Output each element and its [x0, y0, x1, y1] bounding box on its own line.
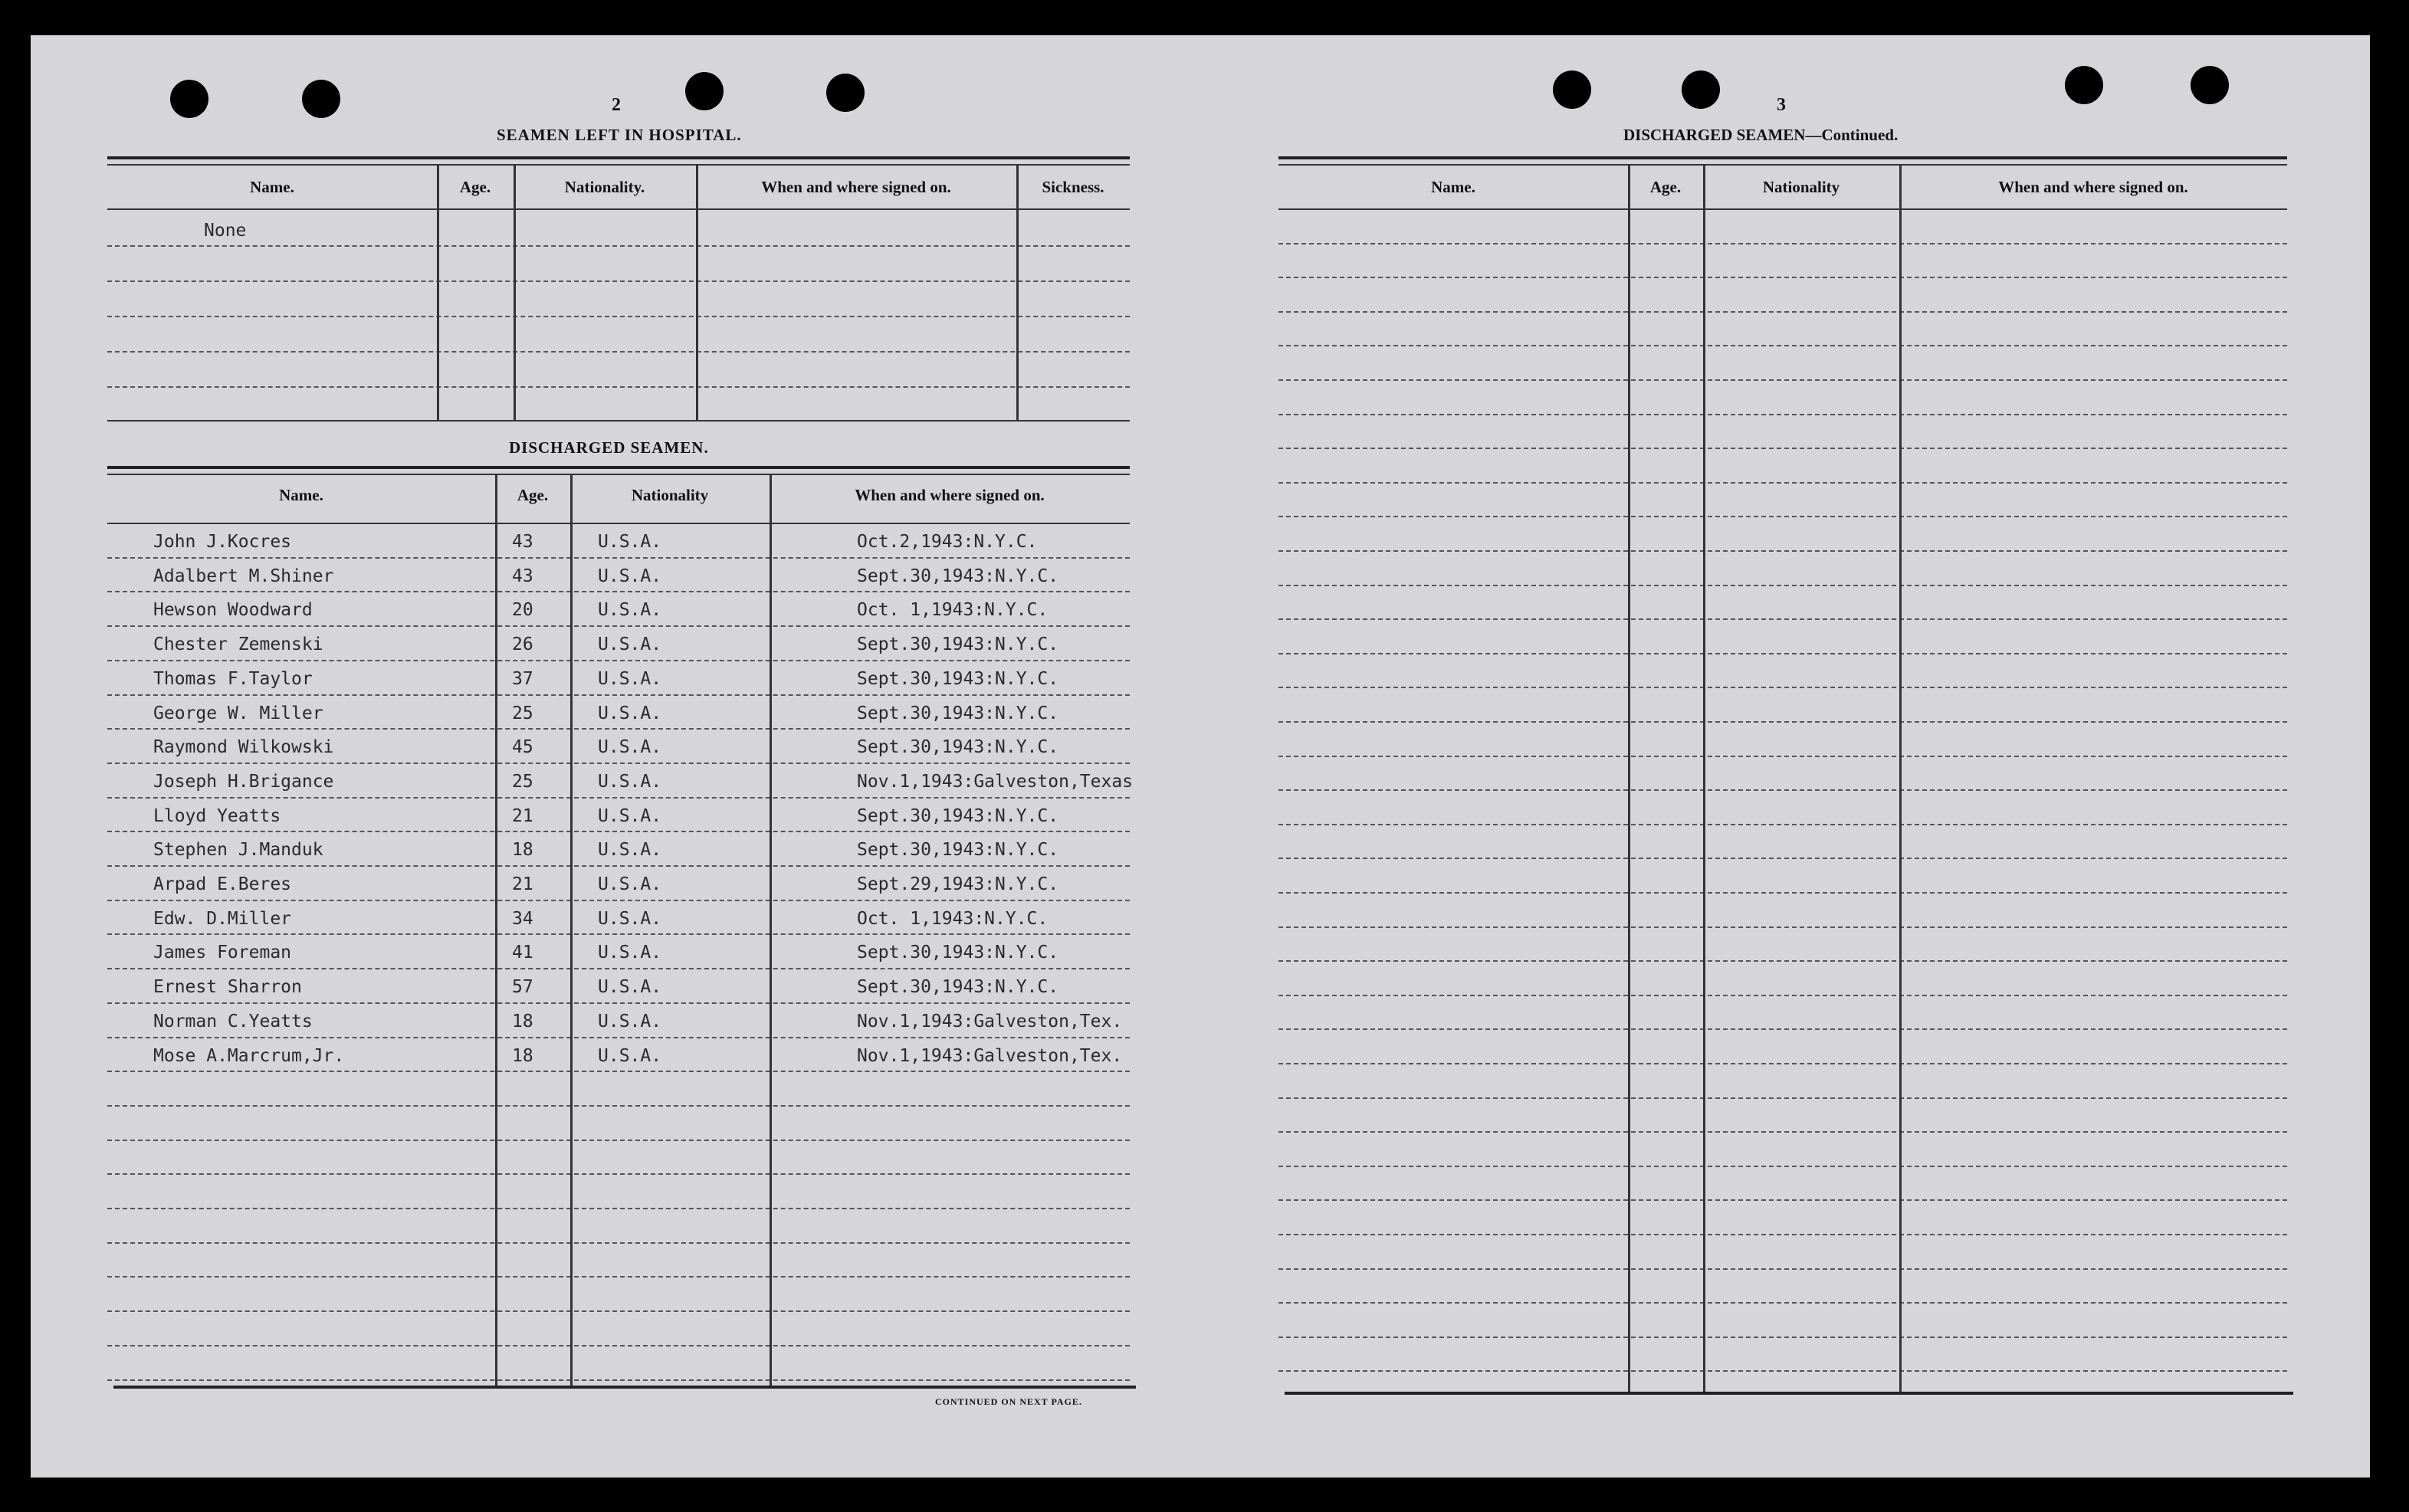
discharged-signed-on-cell: Nov.1,1943:Galveston,Tex.: [857, 1012, 1123, 1032]
discharged-signed-on-cell: Sept.30,1943:N.Y.C.: [857, 943, 1059, 963]
discharged-name-cell: Adalbert M.Shiner: [153, 566, 334, 586]
discharged-signed-on-cell: Sept.29,1943:N.Y.C.: [857, 874, 1059, 894]
discharged-nationality-cell: U.S.A.: [598, 909, 662, 929]
discharged-nationality-cell: U.S.A.: [598, 772, 662, 792]
ledger-sheet: [31, 35, 2370, 1478]
discharged-age-cell: 21: [512, 874, 533, 894]
discharged-nationality-cell: U.S.A.: [598, 1012, 662, 1032]
punch-hole: [826, 74, 865, 112]
discharged-signed-on-cell: Oct. 1,1943:N.Y.C.: [857, 600, 1049, 620]
page-number-right: 3: [1777, 95, 1786, 115]
discharged-name-cell: John J.Kocres: [153, 532, 292, 552]
discharged-name-cell: Norman C.Yeatts: [153, 1012, 313, 1032]
right-col-age: Age.: [1649, 178, 1682, 196]
continued-note: CONTINUED ON NEXT PAGE.: [935, 1396, 1082, 1407]
discharged-col-name: Name.: [279, 486, 323, 504]
right-col-nationality: Nationality: [1762, 178, 1840, 196]
punch-hole: [1553, 71, 1591, 109]
discharged-signed-on-cell: Sept.30,1943:N.Y.C.: [857, 977, 1059, 997]
right-col-name: Name.: [1431, 178, 1475, 196]
discharged-age-cell: 26: [512, 635, 533, 654]
discharged-col-nationality: Nationality: [631, 486, 709, 504]
discharged-name-cell: James Foreman: [153, 943, 292, 963]
punch-hole: [302, 80, 340, 118]
discharged-age-cell: 37: [512, 669, 533, 689]
discharged-signed-on-cell: Sept.30,1943:N.Y.C.: [857, 635, 1059, 654]
discharged-nationality-cell: U.S.A.: [598, 737, 662, 757]
discharged-signed-on-cell: Sept.30,1943:N.Y.C.: [857, 669, 1059, 689]
discharged-signed-on-cell: Nov.1,1943:Galveston,Tex.: [857, 1046, 1123, 1066]
punch-hole: [2065, 66, 2103, 104]
discharged-nationality-cell: U.S.A.: [598, 704, 662, 723]
discharged-age-cell: 20: [512, 600, 533, 620]
discharged-nationality-cell: U.S.A.: [598, 669, 662, 689]
discharged-nationality-cell: U.S.A.: [598, 874, 662, 894]
discharged-name-cell: Mose A.Marcrum,Jr.: [153, 1046, 345, 1066]
discharged-age-cell: 18: [512, 1046, 533, 1066]
discharged-age-cell: 43: [512, 532, 533, 552]
discharged-nationality-cell: U.S.A.: [598, 806, 662, 826]
hospital-entry: None: [204, 221, 247, 241]
discharged-age-cell: 25: [512, 704, 533, 723]
discharged-name-cell: Stephen J.Manduk: [153, 840, 323, 860]
punch-hole: [170, 80, 208, 118]
page-number-left: 2: [612, 95, 621, 115]
discharged-nationality-cell: U.S.A.: [598, 600, 662, 620]
discharged-signed-on-cell: Sept.30,1943:N.Y.C.: [857, 840, 1059, 860]
discharged-signed-on-cell: Sept.30,1943:N.Y.C.: [857, 566, 1059, 586]
discharged-age-cell: 18: [512, 1012, 533, 1032]
discharged-name-cell: George W. Miller: [153, 704, 323, 723]
discharged-age-cell: 41: [512, 943, 533, 963]
hospital-col-sickness: Sickness.: [1042, 178, 1104, 196]
discharged-age-cell: 45: [512, 737, 533, 757]
hospital-section-title: SEAMEN LEFT IN HOSPITAL.: [497, 126, 742, 144]
discharged-age-cell: 25: [512, 772, 533, 792]
discharged-signed-on-cell: Nov.1,1943:Galveston,Texas: [857, 772, 1134, 792]
hospital-col-nationality: Nationality.: [564, 178, 645, 196]
hospital-col-age: Age.: [459, 178, 491, 196]
discharged-age-cell: 34: [512, 909, 533, 929]
discharged-signed-on-cell: Sept.30,1943:N.Y.C.: [857, 704, 1059, 723]
discharged-age-cell: 21: [512, 806, 533, 826]
right-col-signed-on: When and where signed on.: [1998, 178, 2188, 196]
discharged-name-cell: Edw. D.Miller: [153, 909, 292, 929]
discharged-nationality-cell: U.S.A.: [598, 977, 662, 997]
discharged-age-cell: 18: [512, 840, 533, 860]
discharged-signed-on-cell: Oct.2,1943:N.Y.C.: [857, 532, 1038, 552]
hospital-col-name: Name.: [250, 178, 294, 196]
punch-hole: [685, 72, 724, 110]
discharged-name-cell: Arpad E.Beres: [153, 874, 292, 894]
right-section-title: DISCHARGED SEAMEN—Continued.: [1623, 126, 1899, 144]
discharged-nationality-cell: U.S.A.: [598, 532, 662, 552]
discharged-name-cell: Thomas F.Taylor: [153, 669, 313, 689]
discharged-nationality-cell: U.S.A.: [598, 635, 662, 654]
discharged-nationality-cell: U.S.A.: [598, 943, 662, 963]
discharged-name-cell: Joseph H.Brigance: [153, 772, 334, 792]
discharged-nationality-cell: U.S.A.: [598, 1046, 662, 1066]
discharged-name-cell: Hewson Woodward: [153, 600, 313, 620]
discharged-name-cell: Lloyd Yeatts: [153, 806, 281, 826]
discharged-nationality-cell: U.S.A.: [598, 840, 662, 860]
hospital-col-signed-on: When and where signed on.: [761, 178, 951, 196]
discharged-name-cell: Ernest Sharron: [153, 977, 302, 997]
punch-hole: [2191, 66, 2229, 104]
discharged-col-signed-on: When and where signed on.: [855, 486, 1045, 504]
punch-hole: [1682, 71, 1720, 109]
discharged-name-cell: Chester Zemenski: [153, 635, 323, 654]
discharged-signed-on-cell: Oct. 1,1943:N.Y.C.: [857, 909, 1049, 929]
discharged-name-cell: Raymond Wilkowski: [153, 737, 334, 757]
discharged-signed-on-cell: Sept.30,1943:N.Y.C.: [857, 806, 1059, 826]
discharged-signed-on-cell: Sept.30,1943:N.Y.C.: [857, 737, 1059, 757]
discharged-col-age: Age.: [517, 486, 549, 504]
discharged-section-title: DISCHARGED SEAMEN.: [509, 438, 709, 457]
discharged-age-cell: 43: [512, 566, 533, 586]
discharged-nationality-cell: U.S.A.: [598, 566, 662, 586]
discharged-age-cell: 57: [512, 977, 533, 997]
